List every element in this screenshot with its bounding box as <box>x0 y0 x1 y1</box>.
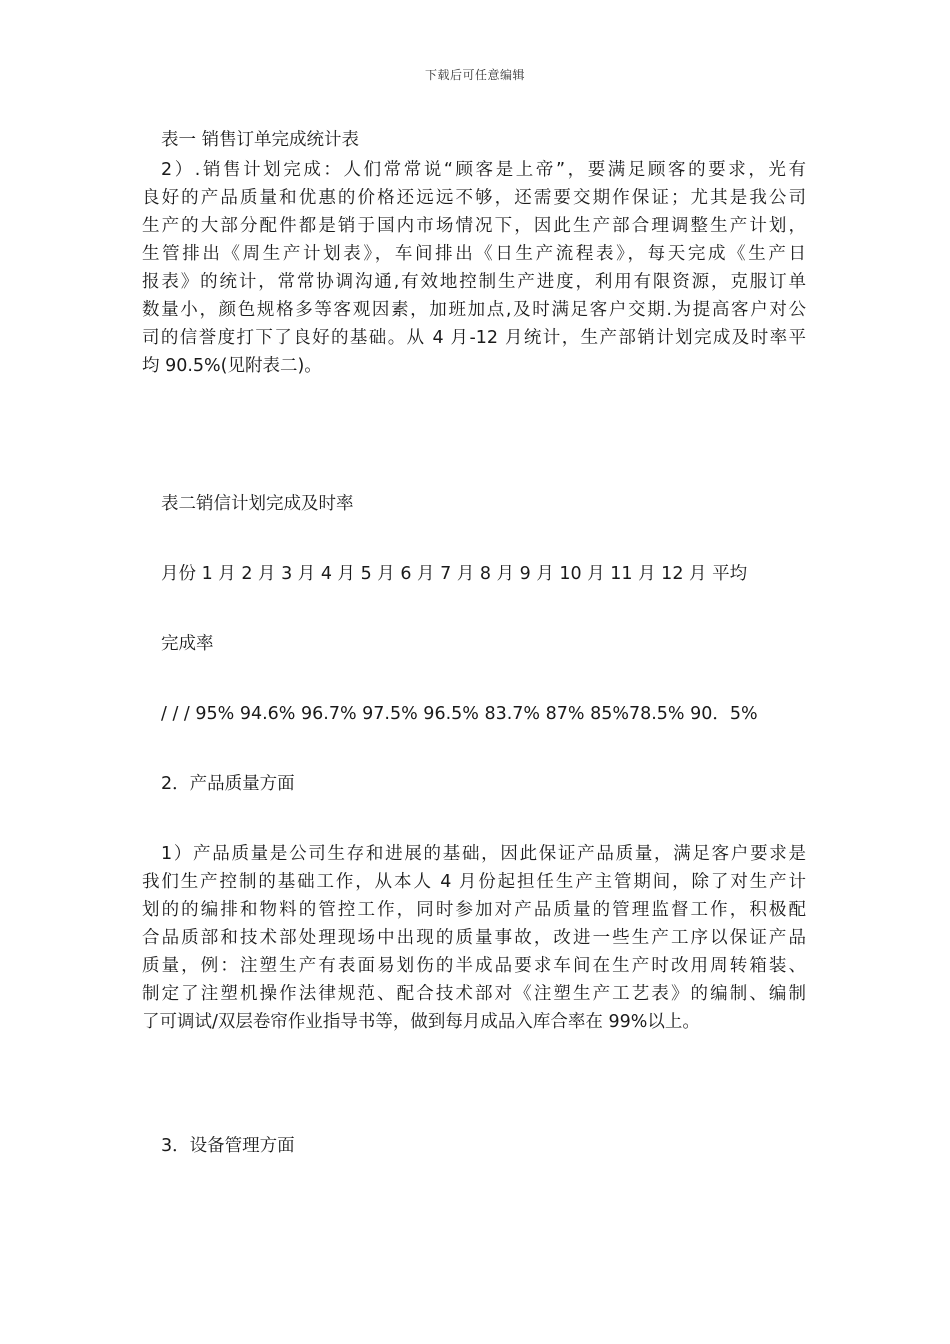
table1-caption: 表一 销售订单完成统计表 <box>161 130 360 150</box>
table2-caption: 表二销信计划完成及时率 <box>161 494 354 514</box>
paragraph-line: 合品质部和技术部处理现场中出现的质量事故，改进一些生产工序以保证产品 <box>142 928 806 948</box>
paragraph-line: 2）.销售计划完成：人们常常说“顾客是上帝”，要满足顾客的要求，光有 <box>161 160 806 180</box>
paragraph-line: 制定了注塑机操作法律规范、配合技术部对《注塑生产工艺表》的编制、编制 <box>142 984 806 1004</box>
table2-months-row: 月份 1 月 2 月 3 月 4 月 5 月 6 月 7 月 8 月 9 月 10 月 11 月 12 月 平均 <box>161 564 748 584</box>
paragraph-sales-plan <box>142 156 806 380</box>
section-title-equipment: 3．设备管理方面 <box>161 1136 295 1156</box>
page-header: 下载后可任意编辑 <box>424 68 525 82</box>
table2-rates-row: / / / 95% 94.6% 96.7% 97.5% 96.5% 83.7% 87% 85%78.5% 90．5% <box>161 704 758 724</box>
paragraph-line: 生管排出《周生产计划表》，车间排出《日生产流程表》，每天完成《生产日 <box>142 244 806 264</box>
paragraph-line: 质量，例：注塑生产有表面易划伤的半成品要求车间在生产时改用周转箱装、 <box>142 956 806 976</box>
paragraph-line: 了可调试/双层卷帘作业指导书等，做到每月成品入库合率在 99%以上。 <box>142 1012 700 1032</box>
paragraph-line: 均 90.5%(见附表二)。 <box>142 356 322 376</box>
paragraph-quality <box>142 840 806 1036</box>
paragraph-line: 生产的大部分配件都是销于国内市场情况下，因此生产部合理调整生产计划， <box>142 216 806 236</box>
paragraph-line: 良好的产品质量和优惠的价格还远远不够，还需要交期作保证；尤其是我公司 <box>142 188 806 208</box>
section-title-quality: 2．产品质量方面 <box>161 774 295 794</box>
paragraph-line: 数量小，颜色规格多等客观因素，加班加点,及时满足客户交期.为提高客户对公 <box>142 300 806 320</box>
table2-rate-label: 完成率 <box>161 634 214 654</box>
paragraph-line: 报表》的统计，常常协调沟通,有效地控制生产进度，利用有限资源，克服订单 <box>142 272 806 292</box>
paragraph-line: 划的的编排和物料的管控工作，同时参加对产品质量的管理监督工作，积极配 <box>142 900 806 920</box>
paragraph-line: 司的信誉度打下了良好的基础。从 4 月-12 月统计，生产部销计划完成及时率平 <box>142 328 806 348</box>
paragraph-line: 1）产品质量是公司生存和进展的基础，因此保证产品质量，满足客户要求是 <box>161 844 806 864</box>
paragraph-line: 我们生产控制的基础工作，从本人 4 月份起担任生产主管期间，除了对生产计 <box>142 872 806 892</box>
